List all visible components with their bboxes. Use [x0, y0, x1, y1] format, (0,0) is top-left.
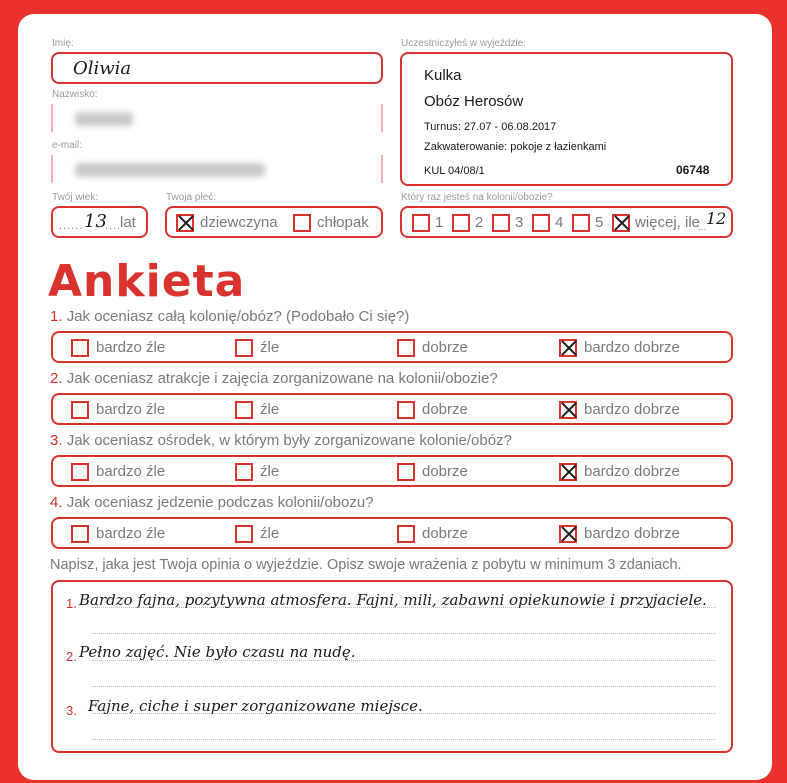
age-unit: lat	[120, 214, 136, 231]
checkbox-q4-bad[interactable]	[235, 525, 253, 543]
opinion-num-1: 1.	[66, 596, 77, 611]
question-label: Jak oceniasz całą kolonię/obóz? (Podobało Ci się?)	[66, 308, 410, 325]
times-5-label: 5	[595, 214, 604, 231]
question-1-text	[50, 308, 409, 325]
option-good-label: dobrze	[422, 339, 468, 356]
surname-field[interactable]	[51, 104, 383, 132]
email-field[interactable]	[51, 155, 383, 183]
checkbox-times-5[interactable]	[572, 214, 590, 232]
times-field: 1 2 3 4 5 więcej, ile ... 12	[400, 206, 733, 238]
checkbox-q2-good[interactable]	[397, 401, 415, 419]
checkbox-q1-good[interactable]	[397, 339, 415, 357]
checkbox-times-1[interactable]	[412, 214, 430, 232]
question-number: 3.	[50, 432, 63, 449]
checkbox-times-4[interactable]	[532, 214, 550, 232]
checkbox-boy[interactable]	[293, 214, 311, 232]
option-very-good-label: bardzo dobrze	[584, 463, 680, 480]
camp-number: 06748	[676, 163, 710, 177]
gender-label: Twoja płeć:	[166, 192, 217, 203]
question-number: 1.	[50, 308, 63, 325]
option-very-bad-label: bardzo źle	[96, 525, 166, 542]
question-1-answers	[51, 331, 733, 363]
option-very-bad-label: bardzo źle	[96, 339, 166, 356]
times-3-label: 3	[515, 214, 524, 231]
question-label: Jak oceniasz jedzenie podczas kolonii/obozu?	[66, 494, 374, 511]
opinion-text-3: Fajne, ciche i super zorganizowane miejsce.	[88, 697, 423, 715]
question-number: 2.	[50, 370, 63, 387]
checkbox-times-3[interactable]	[492, 214, 510, 232]
camp-group: Kulka	[424, 67, 462, 84]
name-value: Oliwia	[73, 58, 132, 79]
opinion-num-2: 2.	[66, 649, 77, 664]
survey-title: Ankieta	[48, 256, 246, 307]
option-good-label: dobrze	[422, 525, 468, 542]
opinion-line-1b	[92, 633, 716, 634]
checkbox-girl[interactable]	[176, 214, 194, 232]
age-label: Twój wiek:	[52, 192, 99, 203]
checkbox-q2-bad[interactable]	[235, 401, 253, 419]
times-1-label: 1	[435, 214, 444, 231]
checkbox-q4-very-good[interactable]	[559, 525, 577, 543]
checkbox-q1-very-good[interactable]	[559, 339, 577, 357]
email-redacted	[75, 163, 265, 177]
checkbox-q3-very-bad[interactable]	[71, 463, 89, 481]
gender-girl-label: dziewczyna	[200, 214, 278, 231]
checkbox-q1-very-bad[interactable]	[71, 339, 89, 357]
question-3-answers	[51, 455, 733, 487]
gender-boy-label: chłopak	[317, 214, 369, 231]
opinion-text-2: Pełno zajęć. Nie było czasu na nudę.	[79, 643, 356, 661]
times-value: 12	[706, 209, 727, 228]
checkbox-q3-good[interactable]	[397, 463, 415, 481]
email-label: e-mail:	[52, 140, 83, 151]
checkbox-q4-very-bad[interactable]	[71, 525, 89, 543]
opinion-num-3: 3.	[66, 703, 77, 718]
times-label: Który raz jesteś na kolonii/obozie?	[401, 192, 553, 203]
camp-name: Obóz Herosów	[424, 93, 524, 110]
opinion-prompt: Napisz, jaka jest Twoja opinia o wyjeździe. Opisz swoje wrażenia z pobytu w minimum 3 zdaniach.	[50, 557, 682, 573]
camp-info-box	[400, 52, 733, 186]
option-bad-label: źle	[260, 339, 280, 356]
times-more-label: więcej, ile	[635, 214, 701, 231]
name-field[interactable]	[51, 52, 383, 84]
opinion-text-1: Bardzo fajna, pozytywna atmosfera. Fajni, mili, zabawni opiekunowie i przyjaciele.	[79, 591, 707, 609]
question-label: Jak oceniasz atrakcje i zajęcia zorganizowane na kolonii/obozie?	[66, 370, 498, 387]
question-4-answers	[51, 517, 733, 549]
question-number: 4.	[50, 494, 63, 511]
checkbox-q2-very-bad[interactable]	[71, 401, 89, 419]
opinion-line-2b	[92, 686, 716, 687]
question-label: Jak oceniasz ośrodek, w którym były zorganizowane kolonie/obóz?	[66, 432, 512, 449]
camp-turn: Turnus: 27.07 - 06.08.2017	[424, 121, 557, 133]
question-4-text	[50, 494, 374, 511]
option-bad-label: źle	[260, 401, 280, 418]
checkbox-q3-very-good[interactable]	[559, 463, 577, 481]
option-very-bad-label: bardzo źle	[96, 463, 166, 480]
checkbox-times-2[interactable]	[452, 214, 470, 232]
surname-redacted	[75, 112, 133, 126]
surname-label: Nazwisko:	[52, 89, 98, 100]
opinion-line-3b	[92, 739, 716, 740]
option-very-bad-label: bardzo źle	[96, 401, 166, 418]
checkbox-q4-good[interactable]	[397, 525, 415, 543]
camp-accommodation: Zakwaterowanie: pokoje z łazienkami	[424, 141, 607, 153]
camp-code: KUL 04/08/1	[424, 165, 485, 177]
checkbox-q2-very-good[interactable]	[559, 401, 577, 419]
option-very-good-label: bardzo dobrze	[584, 401, 680, 418]
participant-label: Uczestniczyłeś w wyjeździe:	[401, 38, 527, 49]
checkbox-times-more[interactable]	[612, 214, 630, 232]
times-4-label: 4	[555, 214, 564, 231]
option-good-label: dobrze	[422, 463, 468, 480]
option-bad-label: źle	[260, 463, 280, 480]
age-value: 13	[84, 211, 107, 232]
gender-field	[165, 206, 383, 238]
age-field[interactable]: ...... 13 .... lat	[51, 206, 148, 238]
option-very-good-label: bardzo dobrze	[584, 525, 680, 542]
checkbox-q1-bad[interactable]	[235, 339, 253, 357]
question-2-text	[50, 370, 498, 387]
question-3-text	[50, 432, 512, 449]
option-bad-label: źle	[260, 525, 280, 542]
option-good-label: dobrze	[422, 401, 468, 418]
name-label: Imię:	[52, 38, 74, 49]
option-very-good-label: bardzo dobrze	[584, 339, 680, 356]
checkbox-q3-bad[interactable]	[235, 463, 253, 481]
times-2-label: 2	[475, 214, 484, 231]
question-2-answers	[51, 393, 733, 425]
